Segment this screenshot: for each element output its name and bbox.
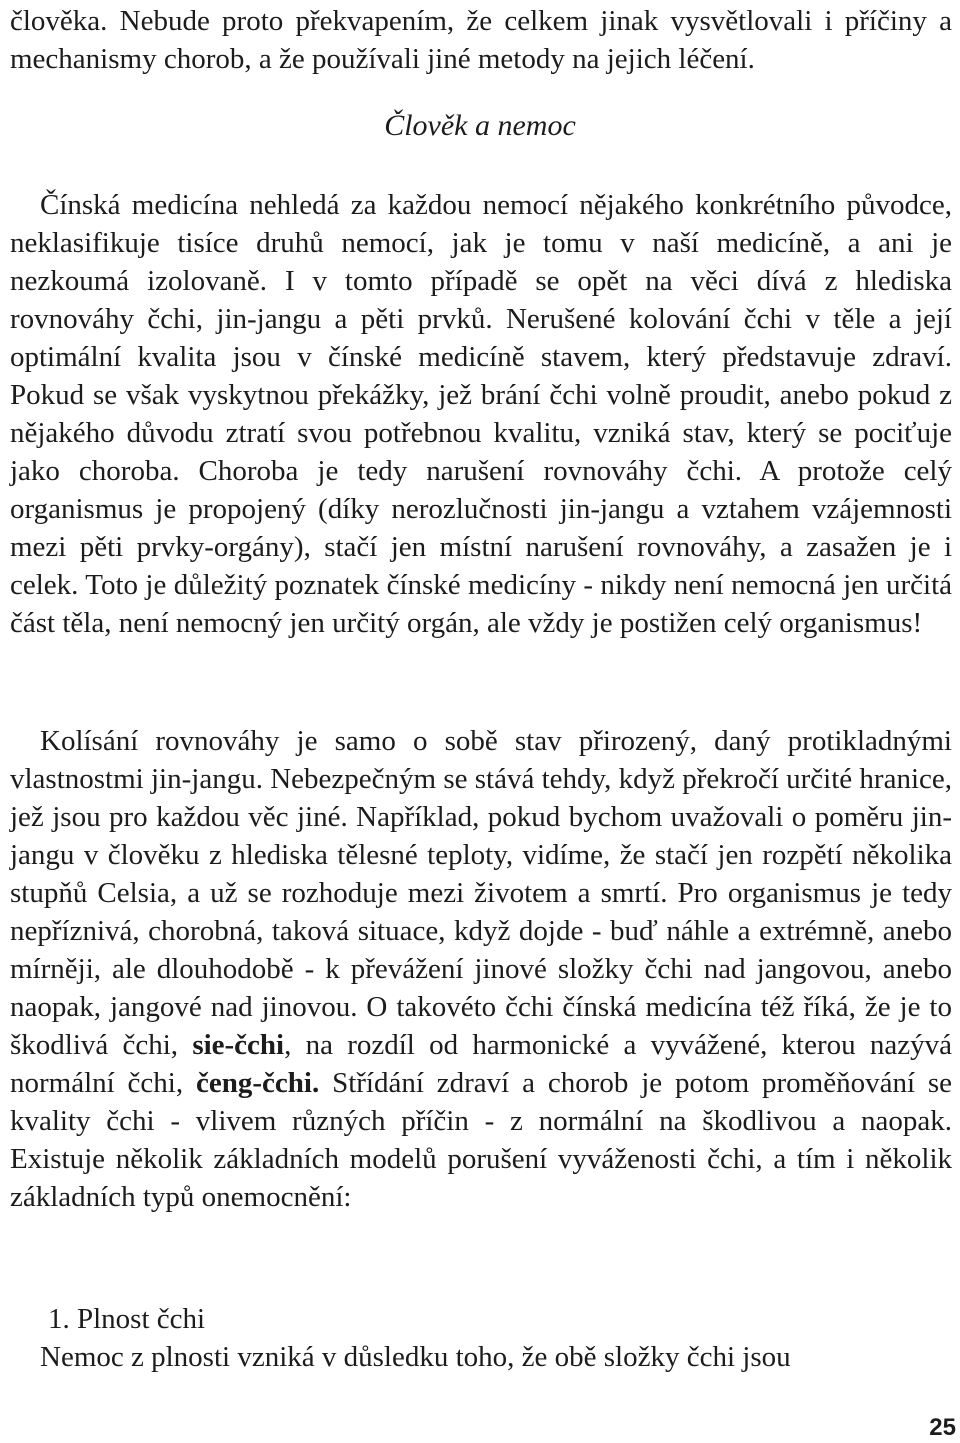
paragraph-balance-text-1: Kolísání rovnováhy je samo o sobě stav přirozený, daný protikladnými vlastnostmi jin-jangu. Nebezpečným se stává tehdy, když překročí určité hranice, jež jsou pro každou věc jiné. Například, pokud bychom uvažovali o poměru jin-jangu v člověku z hlediska tělesné teploty, vidíme, že stačí jen rozpětí několika stupňů Celsia, a už se rozhoduje mezi životem a smrtí. Pro organismus je tedy nepříznivá, chorobná, taková situace, když dojde - buď náhle a extrémně, anebo mírněji, ale dlouhodobě - k převážení jinové složky čchi nad jangovou, anebo naopak, jangové nad jinovou. O takovéto čchi čínská medicína též říká, že je to škodlivá čchi, bbox=[10, 725, 952, 1061]
paragraph-balance-text-2: , na rozdíl od harmonické a vyvážené, kterou nazývá normální čchi, bbox=[10, 1029, 952, 1099]
paragraph-balance-fluctuation bbox=[10, 722, 952, 1216]
list-item-fullness-cchi: 1. Plnost čchi bbox=[48, 1303, 206, 1335]
term-sie-cchi: sie-čchi bbox=[192, 1029, 285, 1061]
paragraph-balance-text-3: Střídání zdraví a chorob je potom proměňování se kvality čchi - vlivem různých příčin - z normální na škodlivou a naopak. Existuje několik základních modelů porušení vyváženosti čchi, a tím i několik základních typů onemocnění: bbox=[10, 1067, 953, 1213]
page-number: 25 bbox=[929, 1414, 956, 1441]
term-ceng-cchi: čeng-čchi. bbox=[196, 1067, 320, 1099]
paragraph-fullness-disease: Nemoc z plnosti vzniká v důsledku toho, že obě složky čchi jsou bbox=[40, 1341, 791, 1373]
paragraph-disease-concept bbox=[10, 186, 952, 642]
paragraph-disease-concept-text: Čínská medicína nehledá za každou nemocí nějakého konkrétního původce, neklasifikuje tisíce druhů nemocí, jak je tomu v naší medicíně, a ani je nezkoumá izolovaně. I v tomto případě se opět na věci dívá z hlediska rovnováhy čchi, jin-jangu a pěti prvků. Nerušené kolování čchi v těle a její optimální kvalita jsou v čínské medicíně stavem, který představuje zdraví. Pokud se však vyskytnou překážky, jež brání čchi volně proudit, anebo pokud z nějakého důvodu ztratí svou potřebnou kvalitu, vzniká stav, který se pociťuje jako choroba. Choroba je tedy narušení rovnováhy čchi. A protože celý organismus je propojený (díky nerozlučnosti jin-jangu a vztahem vzájemnosti mezi pěti prvky-orgány), stačí jen místní narušení rovnováhy, a zasažen je i celek. Toto je důležitý poznatek čínské medicíny - nikdy není nemocná jen určitá část těla, není nemocný jen určitý orgán, ale vždy je postižen celý organismus! bbox=[10, 189, 952, 639]
intro-paragraph: člověka. Nebude proto překvapením, že celkem jinak vysvětlovali i příčiny a mechanismy chorob, a že používali jiné metody na jejich léčení. bbox=[10, 5, 952, 75]
section-title: Člověk a nemoc bbox=[384, 109, 576, 142]
